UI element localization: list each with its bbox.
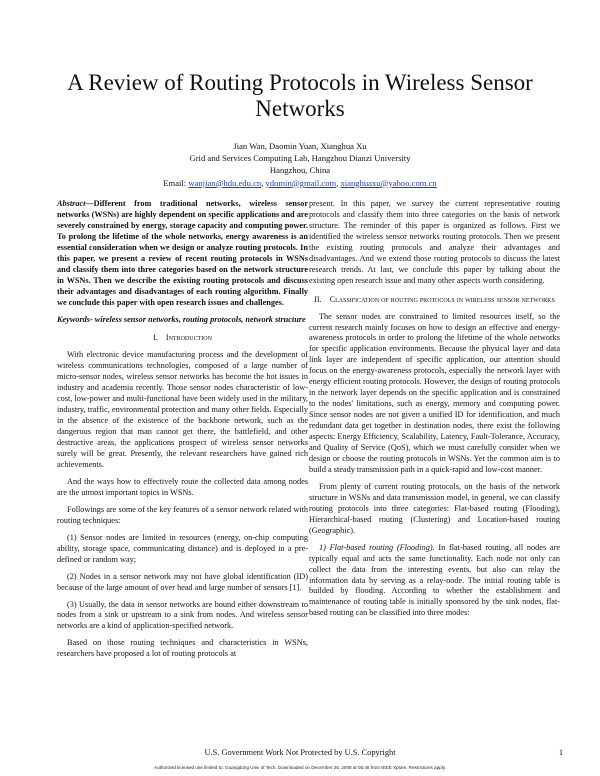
subsection-text: In flat-based routing, all nodes are typically equal and acts the same functionality. Each node not only can collect the data from the interesting events, but also can relay the information data by serving as a relay-node. The initial routing table is builded by flooding. According to whether the establishment and maintenance of routing table is initially sponsored by the sink nodes, flat-based routing can be classified into three modes: [309, 542, 560, 618]
email-link-2[interactable]: ydomin@gmail.com [265, 177, 337, 188]
paragraph: The sensor nodes are constrained to limited resources itself, so the current research mainly focuses on how to design an effective and energy-awareness protocols in order to prolong the lifetime of the whole networks for specific application environments. Because the physical layer and data link layer are independent of specific application, our attention should focus on the energy-awareness protocols, especially the network layer with energy efficient routing protocols. However, the design of routing protocols in the network layer depends on the specific application and is constrained to the nodes' limitations, such as energy, memory and computing power. Since sensor nodes are not given a unified ID for identification, and much redundant data get together in destination nodes, there exist the following aspects: Energy Efficiency, Scalability, Latency, Fault-Tolerance, Accuracy, and Quality of Service (QoS), which we must carefully consider when we design or choose the routing protocols in WSNs. Yet the common aim is to build a steady transmission path in a quick-rapid and low-cost manner. [309, 311, 560, 474]
affiliation: Grid and Services Computing Lab, Hangzhou Dianzi University [189, 153, 411, 164]
email-label: Email: [163, 177, 187, 188]
paragraph: And the ways how to effectively route the collected data among nodes are the utmost important topics in WSNs. [57, 476, 308, 497]
paragraph: Based on those routing techniques and characteristics in WSNs, researchers have proposed a lot of routing protocols at [57, 638, 308, 659]
location: Hangzhou, China [269, 165, 331, 176]
paragraph: present. In this paper, we survey the current representative routing protocols and classify them into three categories on the basis of network structure. The reminder of this paper is organized as follows. First we identified the wireless sensor networks routing protocols. Then we present the existing routing protocols and analyze their advantages and disadvantages. And we extend those routing protocols to discuss the latest research trends. At last, we conclude this paper by talking about the existing open research issue and many other aspects worth considering. [309, 199, 560, 285]
abstract-label: Abstract [57, 199, 86, 208]
paragraph: (1) Sensor nodes are limited in resources (energy, on-chip computing ability, storage space, communicating distance) and is deployed in a pre-defined or random way; [57, 532, 308, 564]
section-heading-classification: II. Classification of routing protocols in wireless sensor networks [314, 294, 555, 304]
page-number: 1 [558, 748, 563, 757]
subsection-flat-routing [309, 543, 560, 620]
right-column [309, 199, 560, 625]
email-link-1[interactable]: wanjian@hdu.edu.cn [188, 177, 262, 188]
license-notice: Authorized licensed use limited to: Guangdong Univ of Tech. Downloaded on December 25, 2008 at 05:45 from IEEE Xplore. Restrictions apply. [154, 765, 446, 770]
paragraph: (2) Nodes in a sensor network may not have global identification (ID) because of the large amount of over head and large number of sensors [1]. [57, 571, 308, 592]
abstract-text: —Different from traditional networks, wireless sensor networks (WSNs) are highly dependent on specific applications and are severely constrained by energy, storage capacity and computing power. To prolong the lifetime of the whole networks, energy awareness is an essential consideration when we design or analyze routing protocols. In this paper, we present a review of recent routing protocols in WSNs and classify them into three categories based on the network structure in WSNs. Then we describe the existing routing protocols and discuss their advantages and disadvantages of each routing algorithm. Finally we conclude this paper with open research issues and challenges. [57, 199, 308, 307]
author-block [40, 140, 560, 189]
email-line: Email: wanjian@hdu.edu.cn, ydomin@gmail.com, xianghuaxu@yahoo.com.cn [163, 177, 437, 188]
paragraph: (3) Usually, the data in sensor networks are bound either downstream to nodes from a sink or upstream to a sink from nodes. And wireless sensor networks are a kind of application-specified network. [57, 599, 308, 631]
left-column [57, 199, 308, 666]
paper-title: A Review of Routing Protocols in Wireless Sensor Networks [67, 70, 533, 121]
subsection-label: 1) Flat-based routing (Flooding). [319, 542, 435, 552]
paragraph: From plenty of current routing protocols, on the basis of the network structure in WSNs and data transmission model, in general, we can classify routing protocols into three categories: Flat-based routing (Flooding), Hierarchical-based routing (Clustering) and Location-based routing (Geographic). [309, 481, 560, 535]
author-names: Jian Wan, Daomin Yuan, Xianghua Xu [233, 141, 367, 151]
section-heading-introduction: I. Introduction [153, 333, 212, 343]
paragraph: With electronic device manufacturing process and the development of wireless communications technologies, composed of a large number of micro-sensor nodes, wireless sensor networks has become the hot issues in industry and academia recently. Those sensor nodes characteristic of low-cost, low-power and multi-functional have been widely used in the military, industry, traffic, environmental protection and many other fields. Especially in the absence of the existence of the backbone network, such as the dangerous region that man cannot get there, the battlefield, and other destructive areas, the applications prospect of wireless sensor networks surely will be great. Presently, the relevant researchers have gained rich achievements. [57, 350, 308, 469]
email-link-3[interactable]: xianghuaxu@yahoo.com.cn [340, 177, 437, 188]
paragraph: Followings are some of the key features of a sensor network related with routing techniques: [57, 504, 308, 525]
abstract [57, 199, 308, 309]
copyright-footer: U.S. Government Work Not Protected by U.S. Copyright [204, 748, 396, 757]
keywords: Keywords- wireless sensor networks, routing protocols, network structure [57, 314, 306, 324]
